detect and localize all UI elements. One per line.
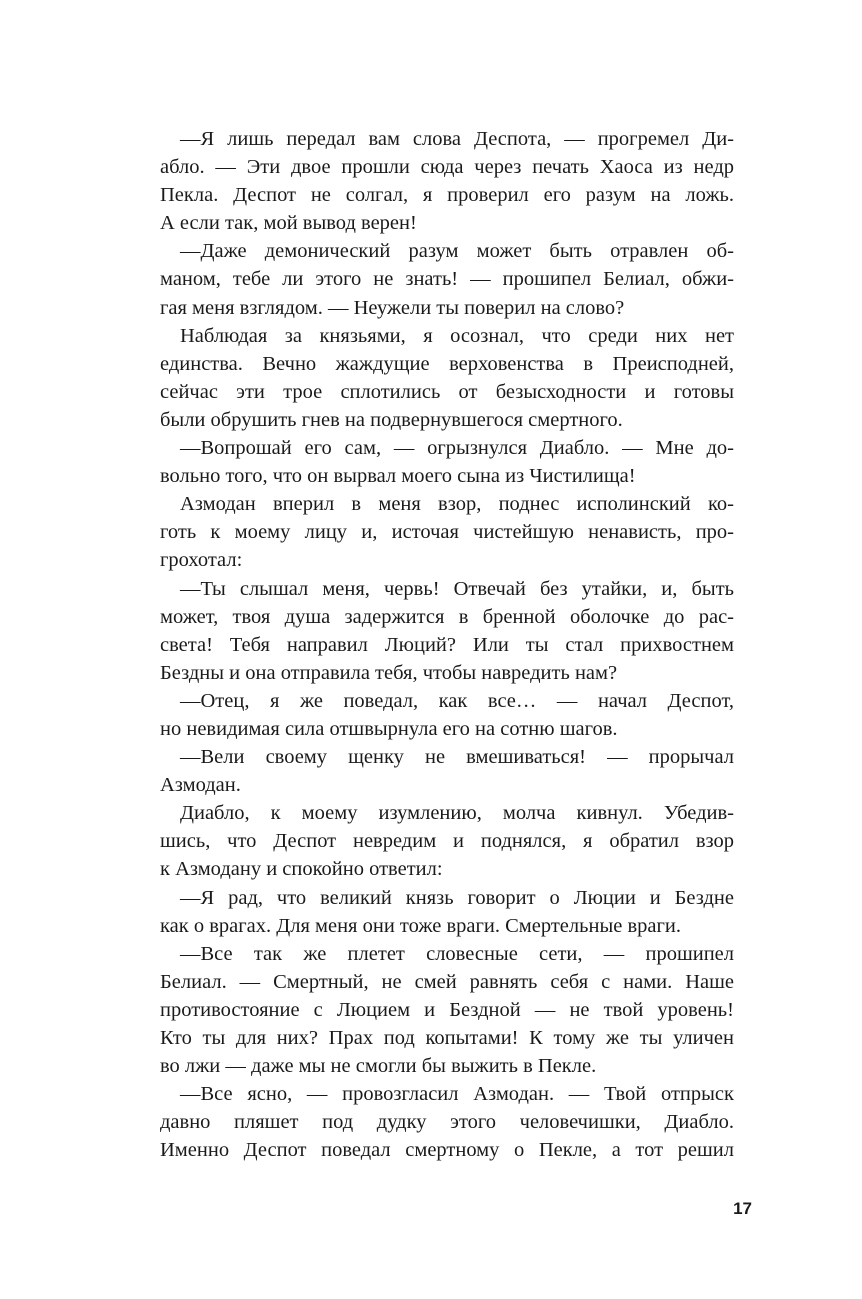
body-text — [160, 125, 734, 1164]
paragraph — [160, 125, 734, 237]
text-line: Именно Деспот поведал смертному о Пекле, а тот решил — [160, 1139, 734, 1162]
paragraph — [160, 237, 734, 321]
text-line: Бездны и она отправила тебя, чтобы навредить нам? — [160, 661, 618, 684]
paragraph — [160, 743, 734, 799]
text-line: —Ты слышал меня, червь! Отвечай без утайки, и, быть — [180, 577, 734, 600]
text-line: —Я рад, что великий князь говорит о Люции и Бездне — [180, 886, 734, 909]
paragraph — [160, 575, 734, 687]
text-line: гая меня взглядом. — Неужели ты поверил на слово? — [160, 296, 625, 319]
text-line: —Все ясно, — провозгласил Азмодан. — Твой отпрыск — [180, 1083, 734, 1106]
text-line: во лжи — даже мы не смогли бы выжить в Пекле. — [160, 1055, 597, 1078]
text-line: готь к моему лицу и, источая чистейшую ненависть, про- — [160, 521, 734, 544]
paragraph — [160, 940, 734, 1080]
text-line: —Отец, я же поведал, как все… — начал Деспот, — [180, 689, 734, 712]
text-line: Кто ты для них? Прах под копытами! К тому же ты уличен — [160, 1027, 734, 1049]
text-line: единства. Вечно жаждущие верховенства в Преисподней, — [160, 352, 734, 375]
text-line: А если так, мой вывод верен! — [160, 212, 417, 235]
text-line: —Все так же плетет словесные сети, — прошипел — [180, 942, 734, 965]
text-line: но невидимая сила отшвырнула его на сотню шагов. — [160, 717, 618, 740]
paragraph — [160, 799, 734, 883]
text-line: абло. — Эти двое прошли сюда через печать Хаоса из недр — [160, 156, 734, 179]
text-line: шись, что Деспот невредим и поднялся, я обратил взор — [160, 830, 734, 853]
text-line: Белиал. — Смертный, не смей равнять себя с нами. Наше — [160, 970, 734, 993]
page-number: 17 — [733, 1199, 752, 1218]
paragraph — [160, 490, 734, 574]
text-line: Пекла. Деспот не солгал, я проверил его разум на ложь. — [160, 184, 734, 207]
paragraph — [160, 434, 734, 490]
text-line: Наблюдая за князьями, я осознал, что среди них нет — [180, 324, 734, 347]
text-line: маном, тебе ли этого не знать! — прошипел Белиал, обжи- — [160, 268, 734, 291]
text-line: —Вопрошай его сам, — огрызнулся Диабло. — Мне до- — [180, 437, 734, 460]
text-line: —Даже демонический разум может быть отравлен об- — [180, 240, 734, 263]
text-line: света! Тебя направил Люций? Или ты стал прихвостнем — [160, 633, 734, 656]
paragraph — [160, 322, 734, 434]
text-line: противостояние с Люцием и Бездной — не твой уровень! — [160, 998, 734, 1021]
text-line: —Я лишь передал вам слова Деспота, — прогремел Ди- — [180, 128, 734, 150]
text-line: вольно того, что он вырвал моего сына из Чистилища! — [160, 465, 636, 488]
text-line: Азмодан вперил в меня взор, поднес исполинский ко- — [180, 493, 734, 516]
text-line: может, твоя душа задержится в бренной оболочке до рас- — [160, 605, 734, 628]
paragraph — [160, 687, 734, 743]
text-line: грохотал: — [160, 549, 243, 572]
text-line: к Азмодану и спокойно ответил: — [160, 858, 443, 881]
text-line: сейчас эти трое сплотились от безысходности и готовы — [160, 380, 734, 403]
text-line: были обрушить гнев на подвернувшегося смертного. — [160, 408, 623, 431]
text-line: как о врагах. Для меня они тоже враги. Смертельные враги. — [160, 914, 681, 937]
paragraph — [160, 884, 734, 940]
paragraph — [160, 1080, 734, 1164]
text-line: давно пляшет под дудку этого человечишки, Диабло. — [160, 1111, 734, 1134]
text-line: —Вели своему щенку не вмешиваться! — прорычал — [180, 746, 734, 769]
text-line: Диабло, к моему изумлению, молча кивнул. Убедив- — [180, 802, 734, 825]
text-line: Азмодан. — [160, 774, 241, 797]
